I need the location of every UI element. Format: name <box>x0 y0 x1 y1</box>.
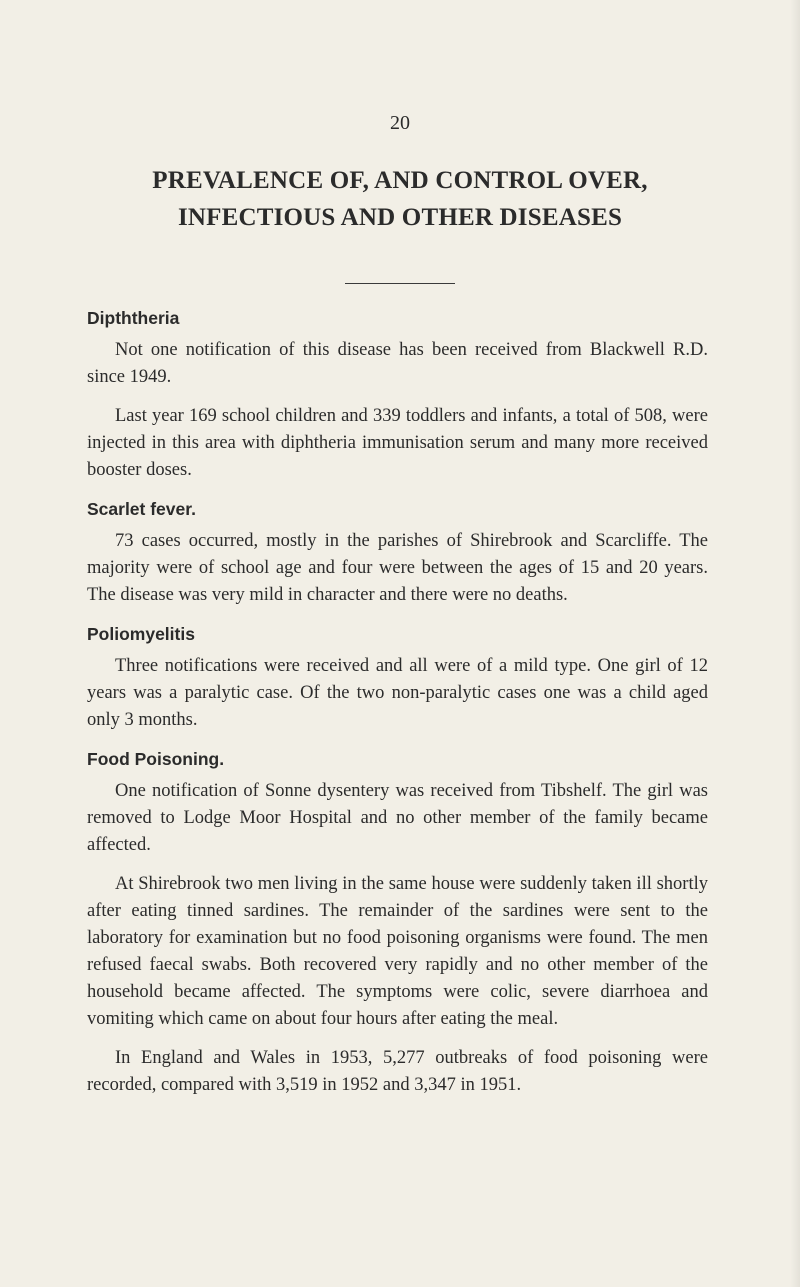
paragraph: Last year 169 school children and 339 toddlers and infants, a total of 508, were injected in this area with diphtheria immunisation serum and many more received booster doses. <box>87 406 708 480</box>
title-line-2: INFECTIOUS AND OTHER DISEASES <box>177 204 623 231</box>
paragraph: At Shirebrook two men living in the same house were suddenly taken ill shortly after eating tinned sardines. The remainder of the sardines were sent to the laboratory for examination but no food poisoning organisms were found. The men refused faecal swabs. Both recovered very rapidly and no other member of the household became affected. The symptoms were colic, severe diarrhoea and vomiting which came on about four hours after eating the meal. <box>87 874 708 1029</box>
section-scarlet-fever <box>87 496 708 609</box>
section-food-poisoning <box>87 746 708 1099</box>
section-diphtheria <box>87 305 708 484</box>
page-number: 20 <box>390 112 410 134</box>
document-body <box>87 305 708 1111</box>
title-line-1: PREVALENCE OF, AND CONTROL OVER, <box>152 167 648 194</box>
paragraph: 73 cases occurred, mostly in the parishes of Shirebrook and Scarcliffe. The majority were of school age and four were between the ages of 15 and 20 years. The disease was very mild in character and there were no deaths. <box>87 531 708 605</box>
page-title <box>0 162 800 236</box>
paragraph: Three notifications were received and all were of a mild type. One girl of 12 years was a paralytic case. Of the two non-paralytic cases one was a child aged only 3 months. <box>87 656 708 730</box>
paragraph: One notification of Sonne dysentery was received from Tibshelf. The girl was removed to Lodge Moor Hospital and no other member of the family became affected. <box>87 781 708 855</box>
section-heading: Scarlet fever. <box>87 499 196 519</box>
scan-edge-shadow <box>790 0 800 1287</box>
section-heading: Dipththeria <box>87 308 180 328</box>
section-heading: Food Poisoning. <box>87 749 225 769</box>
paragraph: In England and Wales in 1953, 5,277 outbreaks of food poisoning were recorded, compared with 3,519 in 1952 and 3,347 in 1951. <box>87 1048 708 1095</box>
title-divider <box>345 283 455 284</box>
section-heading: Poliomyelitis <box>87 624 195 644</box>
paragraph: Not one notification of this disease has been received from Blackwell R.D. since 1949. <box>87 340 708 387</box>
section-poliomyelitis <box>87 621 708 734</box>
